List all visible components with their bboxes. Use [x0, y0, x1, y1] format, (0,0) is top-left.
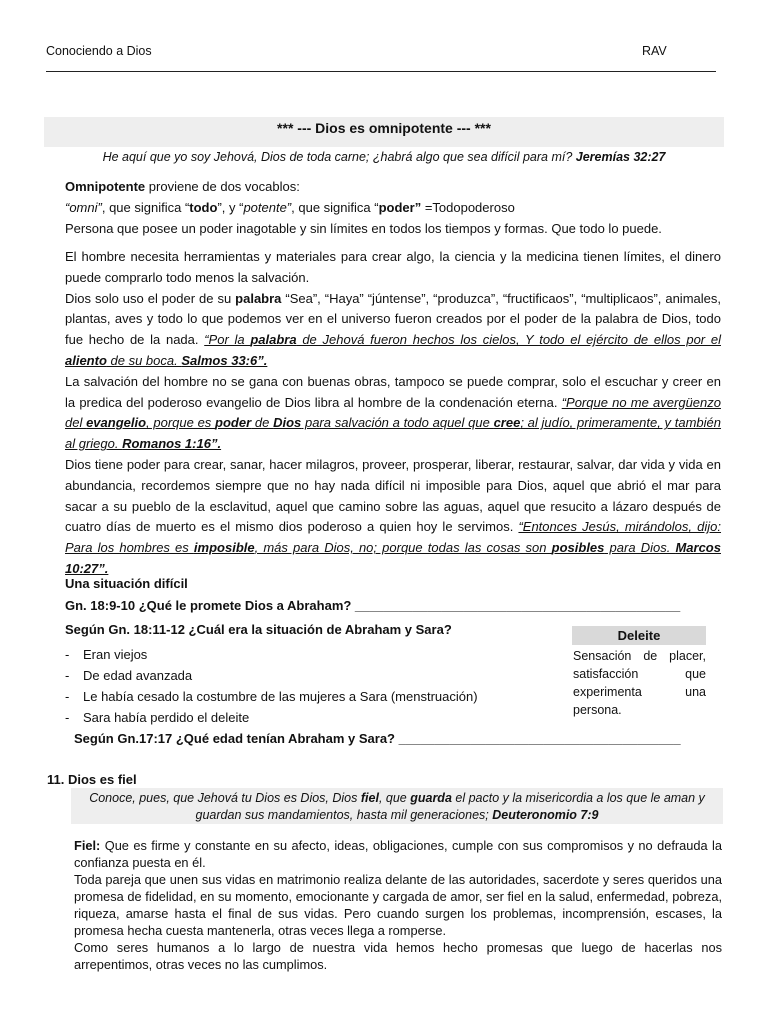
question-1[interactable]: Gn. 18:9-10 ¿Qué le promete Dios a Abraham? _____________________________________________ [65, 598, 681, 613]
key-verse [44, 150, 724, 164]
verse-ref: Salmos 33:6”. [181, 352, 268, 368]
text: Dios solo uso el poder de su [65, 290, 236, 306]
section-11-heading: 11. Dios es fiel [47, 772, 137, 787]
text: de [251, 415, 274, 431]
text: “Porque no me avergüenzo del [65, 394, 721, 431]
text: , más para Dios, no; porque todas las cosas son [254, 540, 552, 556]
text: “Por la [204, 332, 251, 348]
paragraph: Toda pareja que unen sus vidas en matrimonio realiza delante de las autoridades, sacerdote y seres queridos una promesa de fidelidad, en su momento, emocionante y cargada de amor, ser fiel en la salud, enfermedad, pobreza, riqueza, amarse hasta el final de sus vidas. Pero cuando surgen los problemas, incomprensión, escases, la promesa hecha cuesta mantenerla, otras veces llega a romperse. [74, 872, 722, 938]
word: Dios [273, 415, 302, 431]
paragraph-2 [65, 289, 721, 372]
text: La salvación del hombre no se gana con buenas obras, tampoco se puede comprar, solo el escuchar y creer en la predica del poderoso evangelio de Dios libra al hombre de la condenación eterna. [65, 373, 721, 410]
def-text: , que significa “ [101, 199, 190, 215]
term-omnipotente: Omnipotente [65, 179, 146, 194]
def-text: ”, y “ [217, 199, 244, 215]
text: ; al judío, primeramente, y también al griego. [65, 415, 722, 452]
text: de su boca. [106, 352, 182, 368]
term-fiel: Fiel: [74, 838, 101, 853]
paragraph-3 [65, 372, 721, 455]
paragraph-4 [65, 455, 721, 580]
deleite-definition: Sensación de placer, satisfacción que experimenta una persona. [573, 649, 706, 717]
verse-ref: Romanos 1:16”. [122, 436, 222, 452]
text: Que es firme y constante en su afecto, ideas, obligaciones, cumple con sus compromisos y no defrauda la confianza puesta en él. [74, 838, 722, 870]
key-verse-ref: Jeremías 32:27 [575, 150, 666, 164]
text: para Dios. [604, 540, 676, 556]
section-title-band [44, 117, 724, 147]
word: palabra [250, 332, 297, 348]
key-verse-text: He aquí que yo soy Jehová, Dios de toda carne; ¿habrá algo que sea difícil para mí? [102, 150, 573, 164]
omnipotente-definition [65, 177, 721, 239]
def-text: , que significa “ [291, 199, 379, 215]
word: imposible [193, 540, 255, 556]
text: para salvación a todo aquel que [301, 415, 494, 431]
term-omni: “omni” [65, 199, 102, 215]
main-body [65, 247, 721, 580]
text: , que [378, 791, 411, 805]
section-title: *** --- Dios es omnipotente --- *** [277, 120, 491, 136]
list-item: - Le había cesado la costumbre de las mujeres a Sara (menstruación) [65, 686, 525, 707]
term-potente: potente” [243, 199, 292, 215]
text: “Entonces Jesús, mirándolos, dijo: Para los hombres es [65, 519, 722, 556]
list-item: - De edad avanzada [65, 665, 525, 686]
text: de Jehová fueron hechos los cielos, Y todo el ejército de ellos por el [296, 332, 721, 348]
term-todo: todo [189, 199, 218, 215]
text: el pacto y la misericordia a los que le aman y guardan sus mandamientos, hasta mil generaciones; [195, 791, 705, 822]
list-item: - Eran viejos [65, 644, 525, 665]
deleite-definition-box [572, 626, 706, 719]
word: evangelio [86, 415, 147, 431]
text: Conoce, pues, que Jehová tu Dios es Dios, Dios [89, 791, 361, 805]
word: fiel [360, 791, 379, 805]
word: poder [215, 415, 252, 431]
paragraph: Como seres humanos a lo largo de nuestra vida hemos hecho promesas que luego de hacerlas nos arrepentimos, otras veces no las cumplimos. [74, 940, 722, 972]
word: aliento [65, 352, 107, 368]
term-poder: poder” [378, 199, 422, 215]
word: posibles [551, 540, 605, 556]
verse-ref: Marcos 10:27”. [65, 540, 721, 576]
section-11-verse [71, 788, 723, 824]
header-author: RAV [642, 44, 667, 58]
situation-list [65, 644, 525, 728]
question-2: Según Gn. 18:11-12 ¿Cuál era la situación de Abraham y Sara? [65, 622, 452, 637]
word: guarda [410, 791, 452, 805]
list-item: - Sara había perdido el deleite [65, 707, 525, 728]
deleite-title: Deleite [572, 626, 706, 645]
def-text: proviene de dos vocablos: [145, 179, 300, 194]
def-text: =Todopoderoso [421, 199, 515, 215]
header-title: Conociendo a Dios [46, 44, 152, 58]
word-palabra: palabra [235, 290, 282, 306]
paragraph-1: El hombre necesita herramientas y materiales para crear algo, la ciencia y la medicina tienen límites, el dinero puede comprarlo todo menos la salvación. [65, 249, 721, 285]
page-header [46, 44, 716, 72]
section-11-body [74, 837, 722, 973]
section-11-verse-band [71, 788, 723, 824]
text: Dios tiene poder para crear, sanar, hacer milagros, proveer, prosperar, liberar, restaurar, salvar, dar vida y vida en abundancia, recordemos siempre que no hay nada difícil ni imposible para Dios, aquel que abrió el mar para sacar a su pueblo de la esclavitud, aquel que camino sobre las aguas, aquel que resucito a lázaro después de cuatro días de muerto es el mismo dios poderoso a quien hoy le servimos. [65, 456, 721, 535]
text: , porque es [146, 415, 216, 431]
question-3[interactable]: Según Gn.17:17 ¿Qué edad tenían Abraham y Sara? _______________________________________ [74, 731, 681, 746]
verse-ref: Deuteronomio 7:9 [492, 808, 599, 822]
text: “Sea”, “Haya” “júntense”, “produzca”, “fructificaos”, “multiplicaos”, animales, plantas, aves y todo lo que podemos ver en el universo fueron creados por el poder de la palabra de Dios, todo fue hecho de la nada. [65, 290, 721, 348]
situation-heading: Una situación difícil [65, 576, 188, 591]
word: cree [493, 415, 521, 431]
def-line: Persona que posee un poder inagotable y sin límites en todos los tiempos y formas. Que todo lo puede. [65, 220, 662, 236]
